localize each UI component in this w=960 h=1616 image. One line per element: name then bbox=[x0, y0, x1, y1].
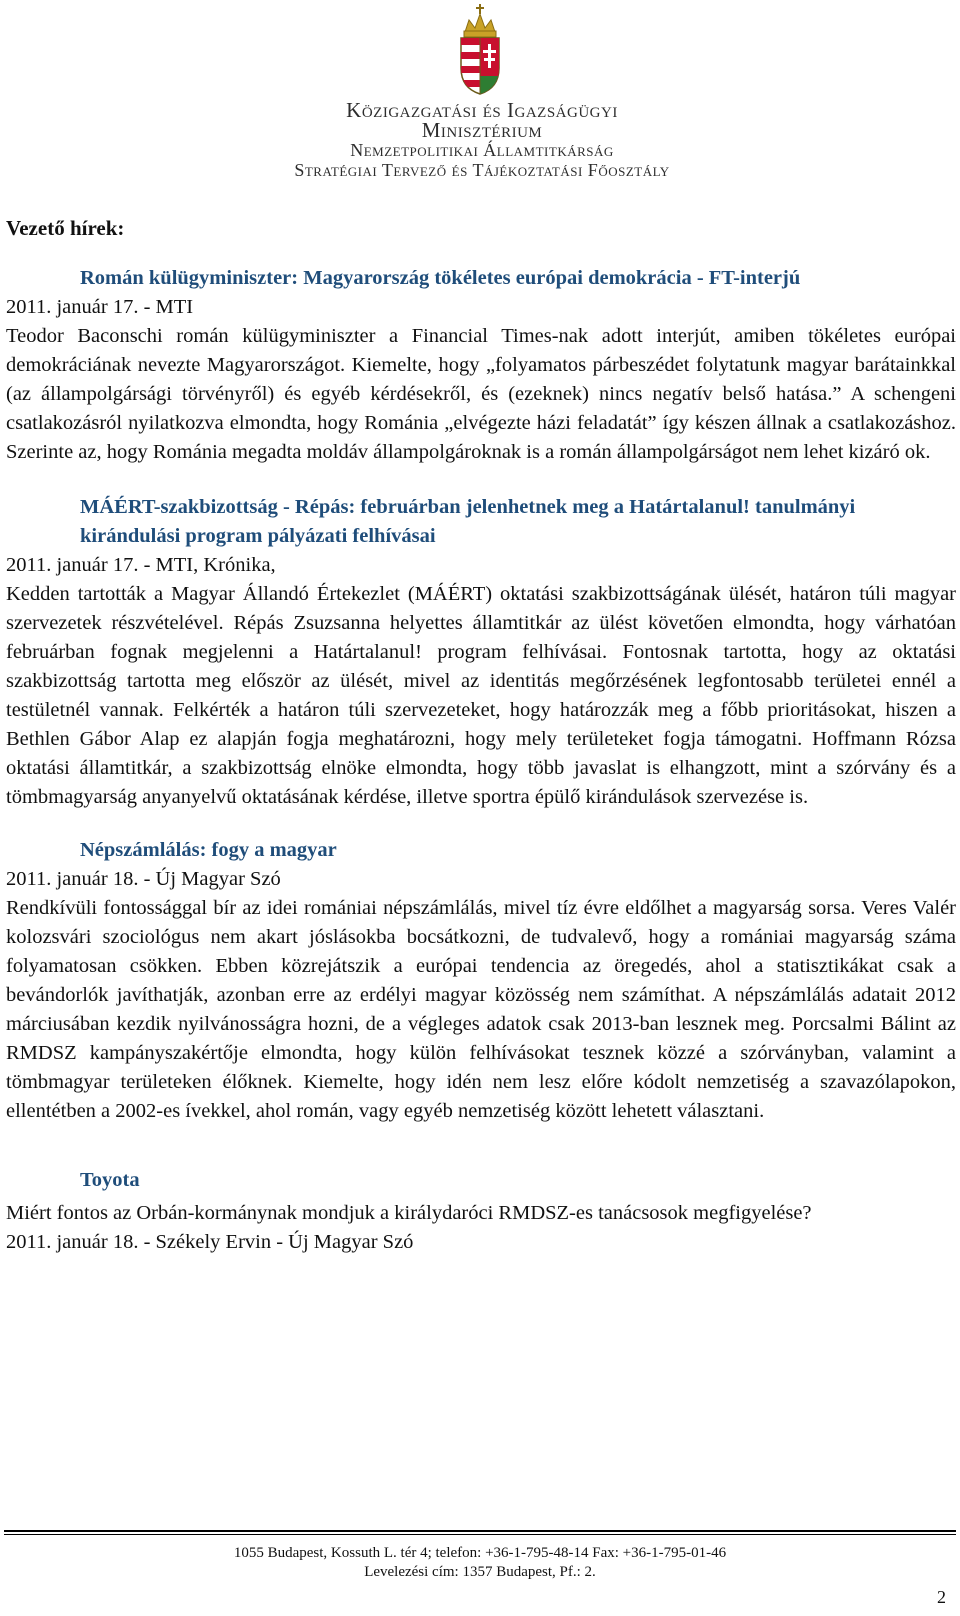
news-content bbox=[6, 264, 956, 1257]
page-number: 2 bbox=[937, 1587, 946, 1607]
article-meta: 2011. január 18. - Új Magyar Szó bbox=[6, 868, 281, 890]
article-body: Kedden tartották a Magyar Állandó Értekezlet (MÁÉRT) oktatási szakbizottságának ülését, határon túli magyar szervezetek részvételével. Répás Zsuzsanna helyettes államtitkár az ülést követően elmondta, hogy várhatóan februárban fognak megjelenni a Határtalanul! program felhívásai. Fontosnak tartotta, hogy az oktatási szakbizottság tartotta meg először az ülését, mivel az identitás megőrzésének legfontosabb területei ennél a testületnél vannak. Felkérték a határon túli szervezeteket, hogy határozzák meg a főbb prioritásokat, hiszen a Bethlen Gábor Alap ez alapján fogja meghatározni, hogy mely területeket fogja támogatni. Hoffmann Rózsa oktatási államtitkár, a szakbizottság elnöke elmondta, hogy több javaslat is elhangzott, mint a szórvány és a tömbmagyarság anyanyelvű oktatásának kérdése, illetve sportra épülő kirándulások szervezése is. bbox=[6, 583, 956, 808]
article-meta: 2011. január 17. - MTI, Krónika, bbox=[6, 554, 276, 576]
footer-line-1: 1055 Budapest, Kossuth L. tér 4; telefon: +36-1-795-48-14 Fax: +36-1-795-01-46 bbox=[233, 1545, 727, 1561]
article bbox=[6, 1166, 956, 1257]
article-title: MÁÉRT-szakbizottság - Répás: februárban jelenhetnek meg a Határtalanul! tanulmányi kirándulási program pályázati felhívásai bbox=[80, 496, 856, 547]
ministry-line-1: Közigazgatási és Igazságügyi bbox=[346, 98, 618, 122]
ministry-line-4: Stratégiai Tervező és Tájékoztatási Főosztály bbox=[294, 160, 670, 180]
article-title: Toyota bbox=[80, 1169, 140, 1191]
article-body: Miért fontos az Orbán-kormánynak mondjuk a királydaróci RMDSZ-es tanácsosok megfigyelése? bbox=[6, 1202, 812, 1224]
article-meta: 2011. január 17. - MTI bbox=[6, 296, 194, 318]
ministry-line-2: Minisztérium bbox=[421, 118, 543, 142]
ministry-name bbox=[262, 100, 702, 180]
footer-line-2: Levelezési cím: 1357 Budapest, Pf.: 2. bbox=[364, 1564, 596, 1580]
section-title: Vezető hírek: bbox=[6, 216, 125, 240]
article bbox=[6, 493, 956, 812]
article-body: Rendkívüli fontossággal bír az idei romániai népszámlálás, mivel tíz évre eldőlhet a magyarság sorsa. Veres Valér kolozsvári szociológus nem akart jóslásokba bocsátkozni, de tudvalevő, hogy a romániai magyarság száma folyamatosan csökken. Ebben közrejátszik a európai tendencia az öregedés, ahol a statisztikákat csak a bevándorlók javíthatják, azonban erre az erdélyi magyar közösség nem számíthat. A népszámlálás adatait 2012 márciusában kezdik nyilvánosságra hozni, de a végleges adatok csak 2013-ban lesznek meg. Porcsalmi Bálint az RMDSZ kampányszakértője elmondta, hogy külön felhívásokat tesznek közzé a szórványban, valamint a tömbmagyar területeken élőknek. Kiemelte, hogy idén nem lesz előre kódolt nemzetiség a szavazólapokon, ellentétben a 2002-es ívekkel, ahol román, vagy egyéb nemzetiség között lehetett választani. bbox=[6, 897, 956, 1122]
footer-address bbox=[0, 1544, 960, 1582]
footer-divider bbox=[4, 1530, 956, 1535]
article-title: Népszámlálás: fogy a magyar bbox=[80, 839, 337, 861]
ministry-line-3: Nemzetpolitikai Államtitkárság bbox=[350, 140, 614, 160]
article bbox=[6, 264, 956, 467]
article bbox=[6, 836, 956, 1126]
article-meta: 2011. január 18. - Székely Ervin - Új Magyar Szó bbox=[6, 1231, 414, 1253]
article-body: Teodor Baconschi román külügyminiszter a Financial Times-nak adott interjút, amiben tökéletes európai demokráciának nevezte Magyarországot. Kiemelte, hogy „folyamatos párbeszédet folytatunk magyar barátainkkal (az állampolgársági törvényről) és egyéb kérdésekről, és (ezeknek) nincs negatív belső hatása.” A schengeni csatlakozásról nyilatkozva elmondta, hogy Románia „elvégezte házi feladatát” így készen állnak a csatlakozáshoz. Szerinte az, hogy Románia megadta moldáv állampolgároknak is a román állampolgárságot nem lehet kizáró ok. bbox=[6, 325, 956, 463]
article-title: Román külügyminiszter: Magyarország tökéletes európai demokrácia - FT-interjú bbox=[80, 267, 801, 289]
coat-of-arms-icon bbox=[455, 2, 505, 96]
letterhead bbox=[0, 0, 960, 190]
